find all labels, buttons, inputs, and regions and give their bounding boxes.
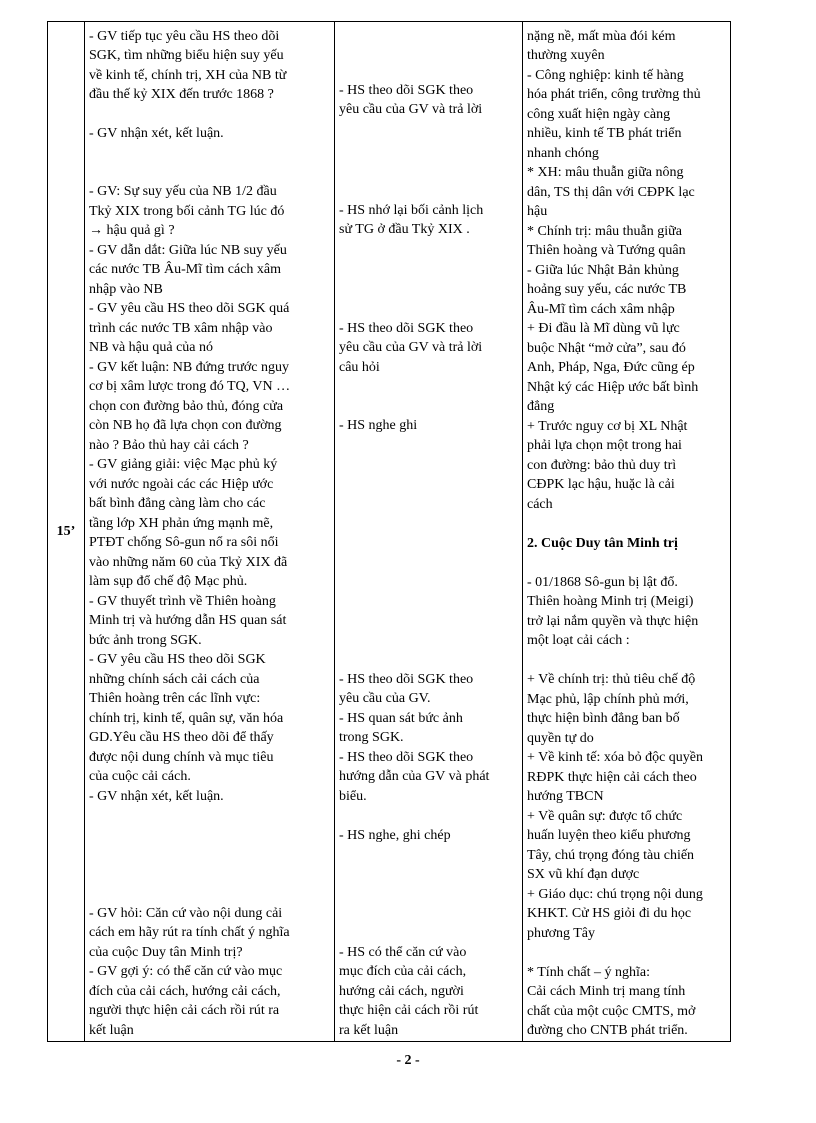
text-line: - GV nhận xét, kết luận. <box>89 789 224 804</box>
text-line: phải lựa chọn một trong hai <box>527 438 682 453</box>
text-line: Thiên hoàng trên các lĩnh vực: <box>89 691 261 706</box>
text-line: Âu-Mĩ tìm cách xâm nhập <box>527 302 675 317</box>
text-line: - GV giảng giải: việc Mạc phủ ký <box>89 457 278 472</box>
text-line: KHKT. Cử HS giỏi đi du học <box>527 906 692 921</box>
text-line: - GV tiếp tục yêu cầu HS theo dõi <box>89 29 280 44</box>
text-line: - HS quan sát bức ảnh <box>339 711 463 726</box>
text-line: - GV nhận xét, kết luận. <box>89 126 224 141</box>
text-line: đẳng <box>527 399 555 414</box>
text-line: + Về kinh tế: xóa bỏ độc quyền <box>527 750 703 765</box>
page-number: - 2 - <box>396 1053 420 1068</box>
text-line: người thực hiện cải cách rồi rút ra <box>89 1003 280 1018</box>
text-line: - HS nhớ lại bối cảnh lịch <box>339 203 484 218</box>
text-line: nhiều, kinh tế TB phát triển <box>527 126 682 141</box>
text-line: còn NB họ đã lựa chọn con đường <box>89 418 282 433</box>
text-line: được nội dung chính và mục tiêu <box>89 750 274 765</box>
knowledge-cell <box>523 22 731 1042</box>
text-line: phương Tây <box>527 926 596 941</box>
text-line: của cuộc cải cách. <box>89 769 191 784</box>
text-line: hướng dẫn của GV và phát <box>339 769 490 784</box>
text-line: - HS theo dõi SGK theo <box>339 83 474 98</box>
text-line: * Tính chất – ý nghĩa: <box>527 965 650 980</box>
text-line: + Đi đầu là Mĩ dùng vũ lực <box>527 321 680 336</box>
text-line: bất bình đẳng càng làm cho các <box>89 496 266 511</box>
teacher-activity-cell <box>85 22 335 1042</box>
text-line: CĐPK lạc hậu, huặc là cải <box>527 477 675 492</box>
time-label: 15’ <box>56 523 76 539</box>
text-line: hoảng suy yếu, các nước TB <box>527 282 687 297</box>
text-line: - GV thuyết trình về Thiên hoàng <box>89 594 276 609</box>
text-line: Tây, chú trọng đóng tàu chiến <box>527 848 695 863</box>
text-line: PTĐT chống Sô-gun nổ ra sôi nổi <box>89 535 279 550</box>
text-line: ra kết luận <box>339 1023 399 1038</box>
text-line: công xuất hiện ngày càng <box>527 107 671 122</box>
text-line: con đường: bảo thủ duy trì <box>527 458 677 473</box>
text-line: cách <box>527 497 553 512</box>
text-line: vào những năm 60 của Tkỷ XIX đã <box>89 555 288 570</box>
text-line: yêu cầu của GV. <box>339 691 431 706</box>
text-line: cơ bị xâm lược trong đó TQ, VN … <box>89 379 291 394</box>
student-activity-cell <box>335 22 523 1042</box>
text-line: Anh, Pháp, Nga, Đức cũng ép <box>527 360 695 375</box>
time-cell <box>48 22 85 1042</box>
text-line: nhập vào NB <box>89 282 163 297</box>
text-line: dân, TS thị dân với CĐPK lạc <box>527 185 695 200</box>
text-line: hóa phát triển, công trường thủ <box>527 87 701 102</box>
knowledge-text <box>523 22 730 1041</box>
text-line: RĐPK thực hiện cải cách theo <box>527 770 697 785</box>
text-line: + Giáo dục: chú trọng nội dung <box>527 887 703 902</box>
text-line: Minh trị và hướng dẫn HS quan sát <box>89 613 287 628</box>
text-line: kết luận <box>89 1023 134 1038</box>
text-line: SX vũ khí đạn dược <box>527 867 640 882</box>
text-line: - Công nghiệp: kinh tế hàng <box>527 68 684 83</box>
text-line: chính trị, kinh tế, quân sự, văn hóa <box>89 711 284 726</box>
text-line: chất của một cuộc CMTS, mở <box>527 1004 696 1019</box>
text-line: quyền tự do <box>527 731 594 746</box>
text-line: - GV gợi ý: có thể căn cứ vào mục <box>89 964 283 979</box>
text-line: - HS theo dõi SGK theo <box>339 750 474 765</box>
text-line: Nhật ký các Hiệp ước bất bình <box>527 380 699 395</box>
text-line: cách em hãy rút ra tính chất ý nghĩa <box>89 925 290 940</box>
table-row <box>48 22 731 1042</box>
text-line: + Trước nguy cơ bị XL Nhật <box>527 419 688 434</box>
text-line: - GV yêu cầu HS theo dõi SGK <box>89 652 266 667</box>
text-line: - GV hỏi: Căn cứ vào nội dung cải <box>89 906 283 921</box>
text-line: * XH: mâu thuẫn giữa nông <box>527 165 684 180</box>
text-line: đường cho CNTB phát triển. <box>527 1023 688 1038</box>
text-line: SGK, tìm những biểu hiện suy yếu <box>89 48 284 63</box>
text-line: - 01/1868 Sô-gun bị lật đổ. <box>527 575 678 590</box>
text-line: GD.Yêu cầu HS theo dõi để thấy <box>89 730 274 745</box>
text-line: + Về chính trị: thủ tiêu chế độ <box>527 672 696 687</box>
teacher-activity-text <box>85 22 334 1041</box>
text-line: hướng TBCN <box>527 789 604 804</box>
text-line: yêu cầu của GV và trả lời <box>339 340 483 355</box>
text-line: hướng cải cách, người <box>339 984 464 999</box>
student-activity-text <box>335 22 522 1041</box>
text-line: thực hiện cải cách rồi rút <box>339 1003 479 1018</box>
text-line: - HS nghe ghi <box>339 418 418 433</box>
text-line: thường xuyên <box>527 48 605 63</box>
text-line: mục đích của cải cách, <box>339 964 467 979</box>
text-line: về kinh tế, chính trị, XH của NB từ <box>89 68 287 83</box>
text-line: * Chính trị: mâu thuẫn giữa <box>527 224 682 239</box>
text-line: của cuộc Duy tân Minh trị? <box>89 945 243 960</box>
text-line: một loạt cải cách : <box>527 633 630 648</box>
text-line: buộc Nhật “mở cửa”, sau đó <box>527 341 686 356</box>
text-line: đích của cải cách, hướng cải cách, <box>89 984 281 999</box>
text-line: làm sụp đổ chế độ Mạc phủ. <box>89 574 248 589</box>
lesson-plan-table <box>47 21 731 1042</box>
text-line: thực hiện bình đẳng ban bố <box>527 711 680 726</box>
text-line: nào ? Bảo thủ hay cải cách ? <box>89 438 249 453</box>
text-line: - GV: Sự suy yếu của NB 1/2 đầu <box>89 184 277 199</box>
text-line: sử TG ở đầu Tkỷ XIX . <box>339 222 470 237</box>
text-line: Cải cách Minh trị mang tính <box>527 984 686 999</box>
text-line: trình các nước TB xâm nhập vào <box>89 321 273 336</box>
text-line: nhanh chóng <box>527 146 599 161</box>
text-line: Mạc phủ, lập chính phủ mới, <box>527 692 689 707</box>
text-line: tầng lớp XH phản ứng mạnh mẽ, <box>89 516 274 531</box>
text-line: - HS nghe, ghi chép <box>339 828 451 843</box>
text-line: - HS theo dõi SGK theo <box>339 321 474 336</box>
text-line: hậu <box>527 204 548 219</box>
text-line: các nước TB Âu-Mĩ tìm cách xâm <box>89 262 282 277</box>
text-line: NB và hậu quả của nó <box>89 340 214 355</box>
text-line: huấn luyện theo kiểu phương <box>527 828 691 843</box>
text-line: đầu thế kỷ XIX đến trước 1868 ? <box>89 87 274 102</box>
text-line: biểu. <box>339 789 367 804</box>
text-line: - HS có thể căn cứ vào <box>339 945 467 960</box>
text-line: nặng nề, mất mùa đói kém <box>527 29 676 44</box>
section-heading: 2. Cuộc Duy tân Minh trị <box>527 536 678 551</box>
text-line: → hậu quả gì ? <box>89 223 175 238</box>
text-line: chọn con đường bảo thủ, đóng cửa <box>89 399 284 414</box>
text-line: với nước ngoài các các Hiệp ước <box>89 477 274 492</box>
text-line: + Về quân sự: được tổ chức <box>527 809 683 824</box>
text-line: Thiên hoàng và Tướng quân <box>527 243 686 258</box>
text-line: bức ảnh trong SGK. <box>89 633 202 648</box>
text-line: - GV yêu cầu HS theo dõi SGK quá <box>89 301 290 316</box>
text-line: câu hỏi <box>339 360 380 375</box>
text-line: trở lại nắm quyền và thực hiện <box>527 614 699 629</box>
text-line: trong SGK. <box>339 730 404 745</box>
text-line: - Giữa lúc Nhật Bản khủng <box>527 263 679 278</box>
text-line: - GV kết luận: NB đứng trước nguy <box>89 360 290 375</box>
text-line: Thiên hoàng Minh trị (Meigi) <box>527 594 694 609</box>
text-line: yêu cầu của GV và trả lời <box>339 102 483 117</box>
text-line: - HS theo dõi SGK theo <box>339 672 474 687</box>
text-line: những chính sách cải cách của <box>89 672 260 687</box>
text-line: - GV dẫn dắt: Giữa lúc NB suy yếu <box>89 243 287 258</box>
text-line: Tkỷ XIX trong bối cảnh TG lúc đó <box>89 204 285 219</box>
